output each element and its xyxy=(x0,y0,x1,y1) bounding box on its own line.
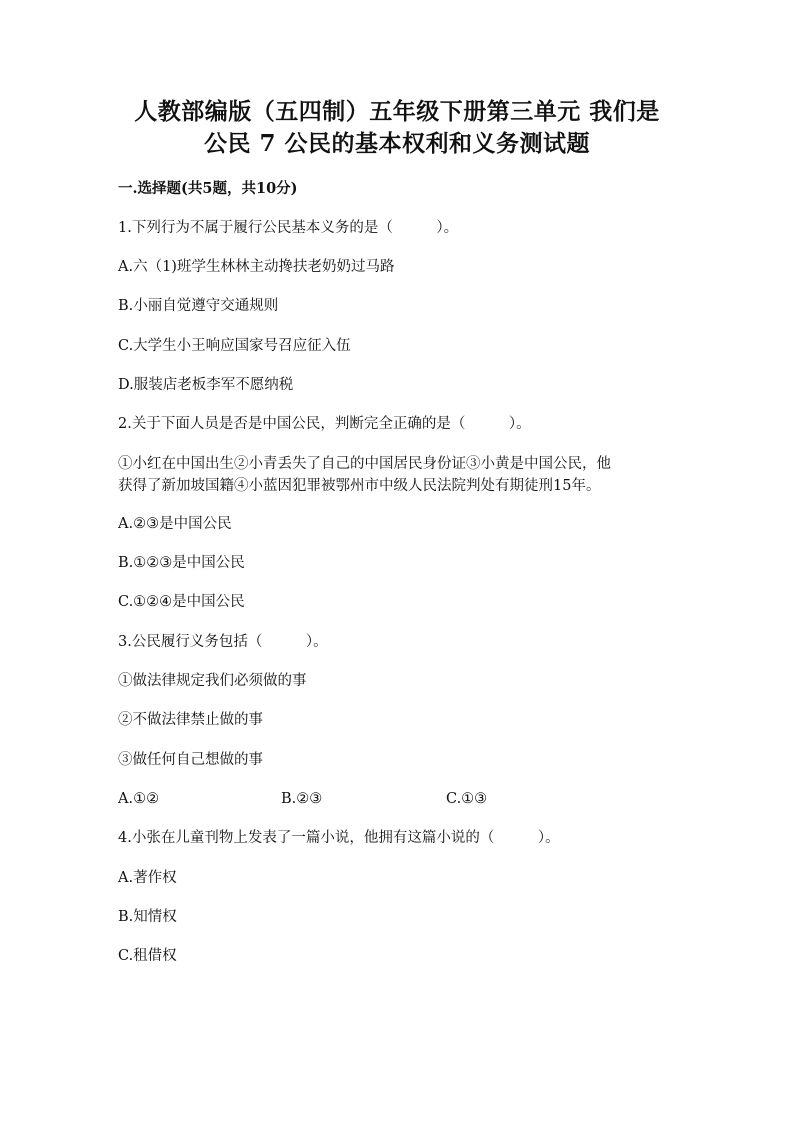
question-1-option-d: D.服装店老板李军不愿纳税 xyxy=(118,377,294,393)
question-2-option-c: C.①②④是中国公民 xyxy=(118,594,245,610)
document-title-line-1: 人教部编版（五四制）五年级下册第三单元 我们是 xyxy=(134,98,660,125)
document-title-line-2: 公民 7 公民的基本权利和义务测试题 xyxy=(203,130,591,157)
question-4-stem: 4.小张在儿童刊物上发表了一篇小说，他拥有这篇小说的（ ）。 xyxy=(118,830,560,846)
question-4-option-a: A.著作权 xyxy=(118,870,177,886)
section-heading: 一.选择题(共5题，共10分) xyxy=(118,180,298,197)
question-2-option-a: A.②③是中国公民 xyxy=(118,516,232,532)
question-3-material-1: ①做法律规定我们必须做的事 xyxy=(118,673,307,689)
question-1-option-b: B.小丽自觉遵守交通规则 xyxy=(118,298,279,314)
question-3-option-a: A.①② xyxy=(118,791,160,807)
question-4-option-b: B.知情权 xyxy=(118,909,177,925)
question-2-material-line-2: 获得了新加坡国籍④小蓝因犯罪被鄂州市中级人民法院判处有期徒刑15年。 xyxy=(118,478,601,494)
question-2-stem: 2.关于下面人员是否是中国公民，判断完全正确的是（ ）。 xyxy=(118,416,531,432)
question-2-material-line-1: ①小红在中国出生②小青丢失了自己的中国居民身份证③小黄是中国公民，他 xyxy=(118,456,611,472)
question-1-option-c: C.大学生小王响应国家号召应征入伍 xyxy=(118,338,351,354)
question-2-option-b: B.①②③是中国公民 xyxy=(118,555,245,571)
question-1-stem: 1.下列行为不属于履行公民基本义务的是（ ）。 xyxy=(118,220,459,236)
question-3-option-b: B.②③ xyxy=(281,791,323,807)
question-4-option-c: C.租借权 xyxy=(118,948,177,964)
question-1-option-a: A.六（1)班学生林林主动搀扶老奶奶过马路 xyxy=(118,259,395,275)
question-3-material-2: ②不做法律禁止做的事 xyxy=(118,712,263,728)
question-3-stem: 3.公民履行义务包括（ ）。 xyxy=(118,634,328,650)
question-3-material-3: ③做任何自己想做的事 xyxy=(118,752,263,768)
question-3-option-c: C.①③ xyxy=(446,791,488,807)
